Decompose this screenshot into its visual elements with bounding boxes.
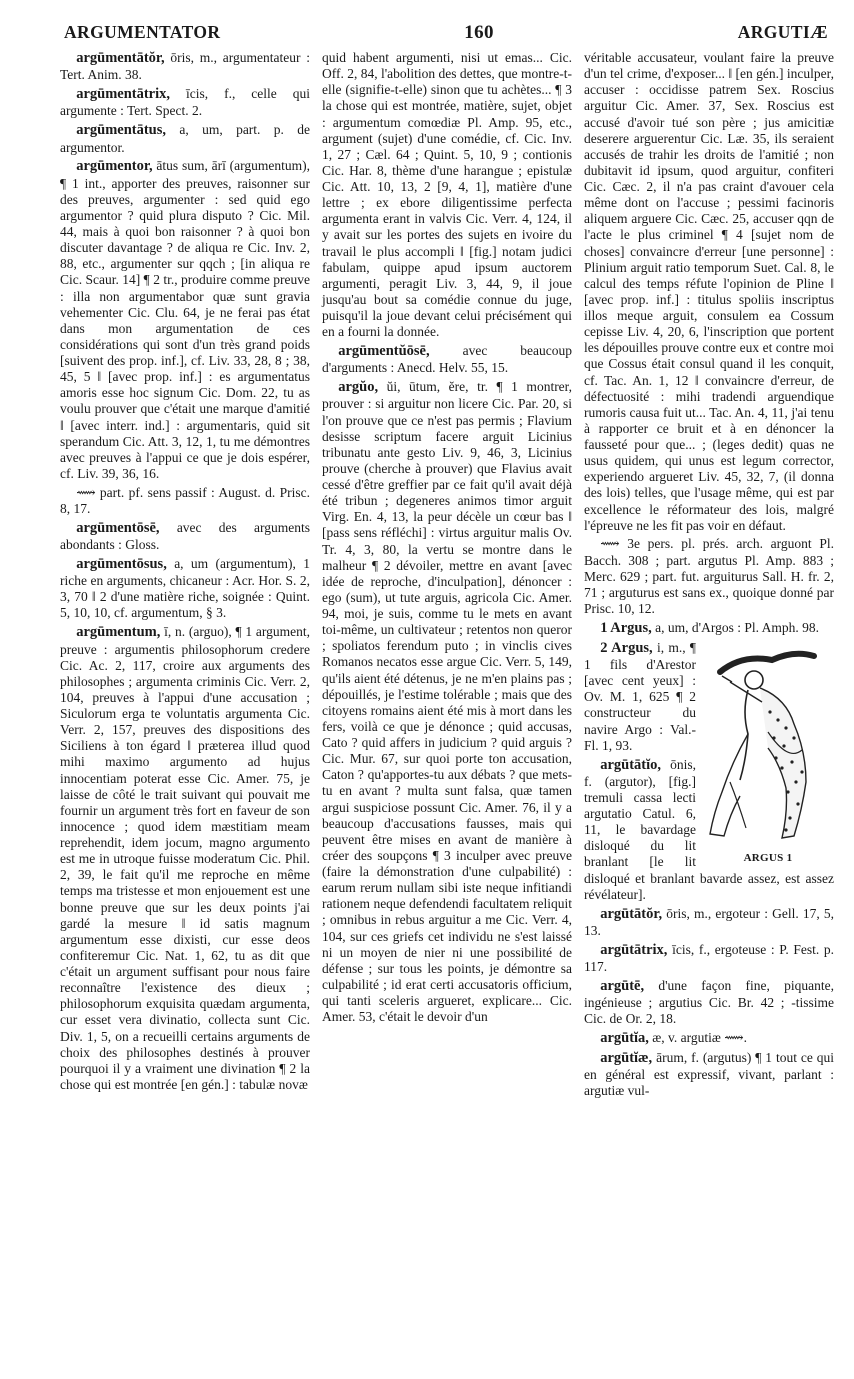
entry-text: ārum, f. (argutus) ¶ 1 tout ce qui en général est expressif, vivant, parlant : argutiæ vul-: [584, 1050, 835, 1099]
entry-text: véritable accusateur, voulant faire la preuve d'un tel crime, d'exposer... ‖ [en gén.] inculper, accuser : occidisse patrem Sex. Roscius arguitur Cic. Amer. 37, Sex. Roscius est accusé d'avoir tué son père ; jus amicitiæ deserere arguerentur Cic. Læ. 35, ils seraient accusés de trahir les droits de l'amitié ; non dubitavit id ipsum, quod arguitur, confiteri Cic. Cæc. 2, il n'a pas craint d'avouer cela même dont on l'accuse ; pessimi facinoris aliquem arguere Cic. Cæc. 25, accuser qqn de l'acte le plus criminel ¶ 4 [sujet nom de choses] convaincre d'erreur [une personne] : Plinium arguit ratio temporum Suet. Cal. 8, le calcul des temps réfute l'opinion de Pline ‖ [avec prop. inf.] : titulus spoliis inscriptus illos meque arguit, consulem ea Cossum cepisse Liv. 4, 20, 6, l'inscription que portent les dépouilles prouve contre eux et contre moi que Cossus était consul quand il les conquit, cf. Tac. An. 1, 12 ‖ convaincre d'erreur, de défectuosité : mihi tradendi arguendique rumoris causa fuit ut... Tac. An. 4, 11, j'ai tenu à rapporter ce bruit et à en dénoncer la fausseté pour que... ; (leges dedit) quas ne usus quidem, qui unus est legum corrector, experiendo argueret Liv. 45, 32, 7, (il donna des lois) telles, que l'usage même, qui est par excellence le réformateur des lois, malgré l'épreuve ne les fit pas voir en défaut.: [584, 50, 834, 533]
headword: argūtātrix,: [600, 941, 668, 958]
running-head: [60, 22, 838, 44]
dictionary-entry: [584, 906, 834, 939]
headword: 1 Argus,: [600, 619, 652, 636]
entry-text: īcis, f., ergoteuse : P. Fest. p. 117.: [584, 941, 834, 974]
entry-text: quid habent argumenti, nisi ut emas... Cic. Off. 2, 84, l'abolition des dettes, que montre-t-elle (signifie-t-elle) sinon que tu achètes... ¶ 3 la chose qui est montrée, matière, sujet, objet : argumentum comœdiæ Pl. Amp. 95, etc., argument (sujet) d'une comédie, cf. Cic. Inv. 1, 27 ; Cæl. 64 ; Quint. 5, 10, 9 ; contionis Cic. Har. 8, thème d'une harangue ; epistulæ Cic. Att. 10, 13, 2 [9, 4, 1], matière d'une lettre ; ex ebore diligentissime perfecta argumenta erant in valvis Cic. Verr. 4, 124, il y avait sur les portes des sujets en ivoire du travail le plus accompli ‖ [fig.] notam judici fabulam, quippe apud ipsum auctorem argumenti, peragit Liv. 3, 44, 9, il joue jusqu'au bout sa comédie connue du juge, puisqu'il la joue devant celui précisément qui en a fourni la donnée.: [322, 50, 573, 340]
headword: argūmentōsus,: [76, 555, 167, 572]
dictionary-entry: [322, 379, 572, 1025]
entry-text: i, m., ¶ 1 fils d'Arestor [avec cent yeux] : Ov. M. 1, 625 ¶ 2 constructeur du navire Argo : Val.-Fl. 1, 93.: [584, 639, 696, 753]
entry-text: ōris, m., argumentateur : Tert. Anim. 38.: [60, 50, 310, 83]
header-right-word: ARGUTIÆ: [737, 22, 828, 42]
figure-caption: ARGUS 1: [743, 851, 793, 864]
headword: argūmentum,: [76, 624, 161, 641]
dictionary-entry: [584, 978, 834, 1028]
entry-text: d'une façon fine, piquante, ingénieuse ; argutius Cic. Br. 42 ; -tissime Cic. de Or. 2, 18.: [584, 977, 834, 1027]
entry-text: ⟿ part. pf. sens passif : August. d. Prisc. 8, 17.: [60, 484, 310, 516]
dictionary-entry: [60, 158, 310, 482]
column-3: [584, 50, 834, 1102]
headword: argūtĭa,: [600, 1030, 649, 1046]
headword: argūtē,: [600, 977, 645, 994]
headword: 2 Argus,: [600, 639, 653, 656]
column-1: [60, 50, 310, 1096]
argus-illustration: [702, 642, 834, 865]
dictionary-entry: [60, 122, 310, 155]
dictionary-entry: [584, 1030, 834, 1047]
headword: argūmentātŏr,: [76, 50, 165, 66]
column-2: [322, 50, 572, 1028]
entry-text: avec des arguments abondants : Gloss.: [60, 519, 311, 552]
entry-text: ōnis, f. (argutor), [fig.] tremuli cassa lecti argutatio Catul. 6, 11, le bavardage disloqué du lit branlant [le lit disloqué et branlant bavarde assez, est assez révélateur].: [584, 756, 834, 902]
headword: argūtātŏr,: [600, 905, 663, 922]
usage-note: [60, 485, 310, 517]
headword: argūmentŭōsē,: [338, 342, 430, 359]
entry-text: æ, v. argutiæ ⟿.: [652, 1030, 748, 1045]
headword: argūtātĭo,: [600, 756, 661, 773]
entry-text: ī, n. (arguo), ¶ 1 argument, preuve : argumentis philosophorum credere Cic. Ac. 2, 117, croire aux arguments des philosophes ; argumenta criminis Cic. Verr. 2, 104, preuves à l'appui d'une accusation ; Siculorum erga te voluntatis argumenta Cic. Verr. 2, 157, preuves des dispositions des Siciliens à ton égard ‖ præterea illud quod mihi maximo argumento ad hujus innocentiam poterat esse Cic. Amer. 75, je laisse de côté le trait suivant qui pouvait me fournir un argument très fort en faveur de son innocence ; quod idem mæstitiam meam reprehendit, idem jocum, magno argumento est me in utroque fuisse moderatum Cic. Phil. 2, 39, le fait qu'il me reproche en même temps ma tristesse et mon enjouement est une bonne preuve que sur les deux points j'ai gardé la mesure ‖ id satis magnum argumentum esse dixisti, cur esse deos confiteremur Cic. Nat. 1, 62, tu as dit que c'était un argument suffisant pour nous faire reconnaître l'existence des dieux ; philosophorum exquisita quædam argumenta, cur esset vera divinatio, collecta sunt Cic. Div. 1, 5, on a recueilli certains arguments de choix des philosophes destinés à prouver pourquoi il y a vraiment une divination ¶ 2 la chose qui est montrée [en gén.] : tabulæ novæ: [60, 624, 311, 1092]
dictionary-entry: [60, 50, 310, 83]
dictionary-entry: [60, 520, 310, 553]
dictionary-entry: [60, 86, 310, 119]
headword: argūmentōsē,: [76, 519, 160, 536]
dictionary-entry: [584, 1050, 834, 1100]
entry-text: ⟿ 3e pers. pl. prés. arch. arguont Pl. Bacch. 308 ; part. argutus Pl. Amp. 883 ; Merc. 629 ; part. fut. arguiturus Sall. H. fr. 2, 71 ; arguturus est sans ex., quoique donné par Prisc. 10, 12.: [584, 536, 834, 616]
entry-continuation: [322, 50, 572, 340]
entry-text: a, um, part. p. de argumentor.: [60, 122, 310, 155]
dictionary-entry: [584, 942, 834, 975]
page-number: 160: [464, 22, 494, 43]
entry-text: ōris, m., ergoteur : Gell. 17, 5, 13.: [584, 905, 834, 938]
argus-engraving-icon: [702, 642, 834, 850]
text-columns: [60, 50, 838, 1102]
entry-text: avec beaucoup d'arguments : Anecd. Helv. 55, 15.: [322, 342, 573, 376]
dictionary-entry: [60, 556, 310, 622]
entry-text: ātus sum, ārī (argumentum), ¶ 1 int., apporter des preuves, raisonner sur des preuves, argumenter : sed quid ego argumentor ? quid plura disputo ? Cic. Mil. 44, mais à quoi bon raisonner ? à quoi bon discuter davantage ? de aliqua re Cic. Inv. 2, 88, etc., argumenter sur qqch ; [in aliqua re Cic. Scaur. 14] ¶ 2 tr., produire comme preuve : illa non argumentabor quæ sunt gravia vehementer Cic. Clu. 64, je ne ferai pas état dans mon argumentation de ces considérations qui sont d'un très grand poids [suivent des prop. inf.], cf. Liv. 33, 28, 8 ; 38, 45, 5 ‖ [avec prop. inf.] : es argumentatus amoris esse hoc signum Cic. Dom. 22, tu as voulu prouver que c'était une marque d'amitié ‖ [avec interr. ind.] : argumentaris, quid sit sperandum Cic. Att. 3, 12, 1, tu me démontres avec preuves à l'appui ce que je dois espérer, cf. Liv. 39, 36, 16.: [60, 158, 311, 481]
headword: argūmentor,: [76, 158, 153, 175]
entry-text: īcis, f., celle qui argumente : Tert. Spect. 2.: [60, 86, 310, 119]
headword: argŭo,: [338, 379, 379, 396]
dictionary-entry: [584, 620, 834, 637]
headword: argūmentātrix,: [76, 86, 171, 103]
entry-text: a, um (argumentum), 1 riche en arguments, chicaneur : Acr. Hor. S. 2, 3, 70 ‖ 2 d'une matière riche, soignée : Quint. 5, 10, 10, cf. argumentum, § 3.: [60, 555, 310, 621]
entry-continuation: [584, 50, 834, 534]
dictionary-entry: [322, 343, 572, 376]
headword: argūmentātus,: [76, 122, 167, 139]
dictionary-entry: [60, 624, 310, 1093]
usage-note: [584, 536, 834, 617]
entry-text: a, um, d'Argos : Pl. Amph. 98.: [655, 619, 819, 635]
header-left-word: ARGUMENTATOR: [64, 22, 221, 42]
headword: argūtĭæ,: [600, 1050, 653, 1066]
entry-text: ŭi, ūtum, ĕre, tr. ¶ 1 montrer, prouver : si arguitur non licere Cic. Par. 20, si l'on prouve que ce n'est pas permis ; Flavium desisse scriptum facere arguit Licinius tribunatu ante gesto Liv. 9, 46, 3, Licinius prouve (cherche à prouver) que Flavius avait cessé d'être greffier par ce fait qu'il avait déjà été tribun ; degeneres animos timor arguit Virg. En. 4, 13, la peur décèle un cœur bas ‖ [pass sens réfléchi] : virtus arguitur malis Ov. Tr. 4, 3, 80, la vertu se montre dans le malheur ¶ 2 dévoiler, mettre en avant [avec idée de reproche, d'inculpation], dénoncer : ego (sum), ut tute arguis, agricola Cic. Amer. 94, moi, je suis, comme tu le mets en avant toi-même, un cultivateur ; retentos non queror ; spoliatos ferendum puto ; in vinclis cives Romanos necatos esse argue Cic. Verr. 5, 149, qu'ils aient été détenus, je ne m'en plains pas ; dépouillés, je l'estime tolérable ; mais que des citoyens romains aient été mis à mort dans les fers, voilà ce que je dénonce ; quid accusas, Cato ? quid affers in judicium ? quid arguis ? Cic. Mur. 67, sur quoi porte ton accusation, Caton ? qu'apportes-tu aux débats ? que mets-tu en avant ? multa sunt falsa, quæ tamen argui suspiciose possunt Cic. Amer. 76, il y a beaucoup d'accusations fausses, mais qui peuvent être mises en avant de manière à créer des soupçons ¶ 3 inculper avec preuve (faire la démonstration d'une culpabilité) : earum rerum nullam sibi iste neque infitiandi rationem neque defendendi facultatem reliquit ; omnibus in rebus arguitur a me Cic. Verr. 4, 104, sur ces griefs cet individu ne s'est laissé ni un moyen de nier ni une possibilité de défense ; sur tous les points, je démontre sa culpabilité ; id erat certi accusatoris officium, qui tanti sceleris argueret, explicare... Cic. Amer. 53, c'était le devoir d'un: [322, 379, 573, 1025]
